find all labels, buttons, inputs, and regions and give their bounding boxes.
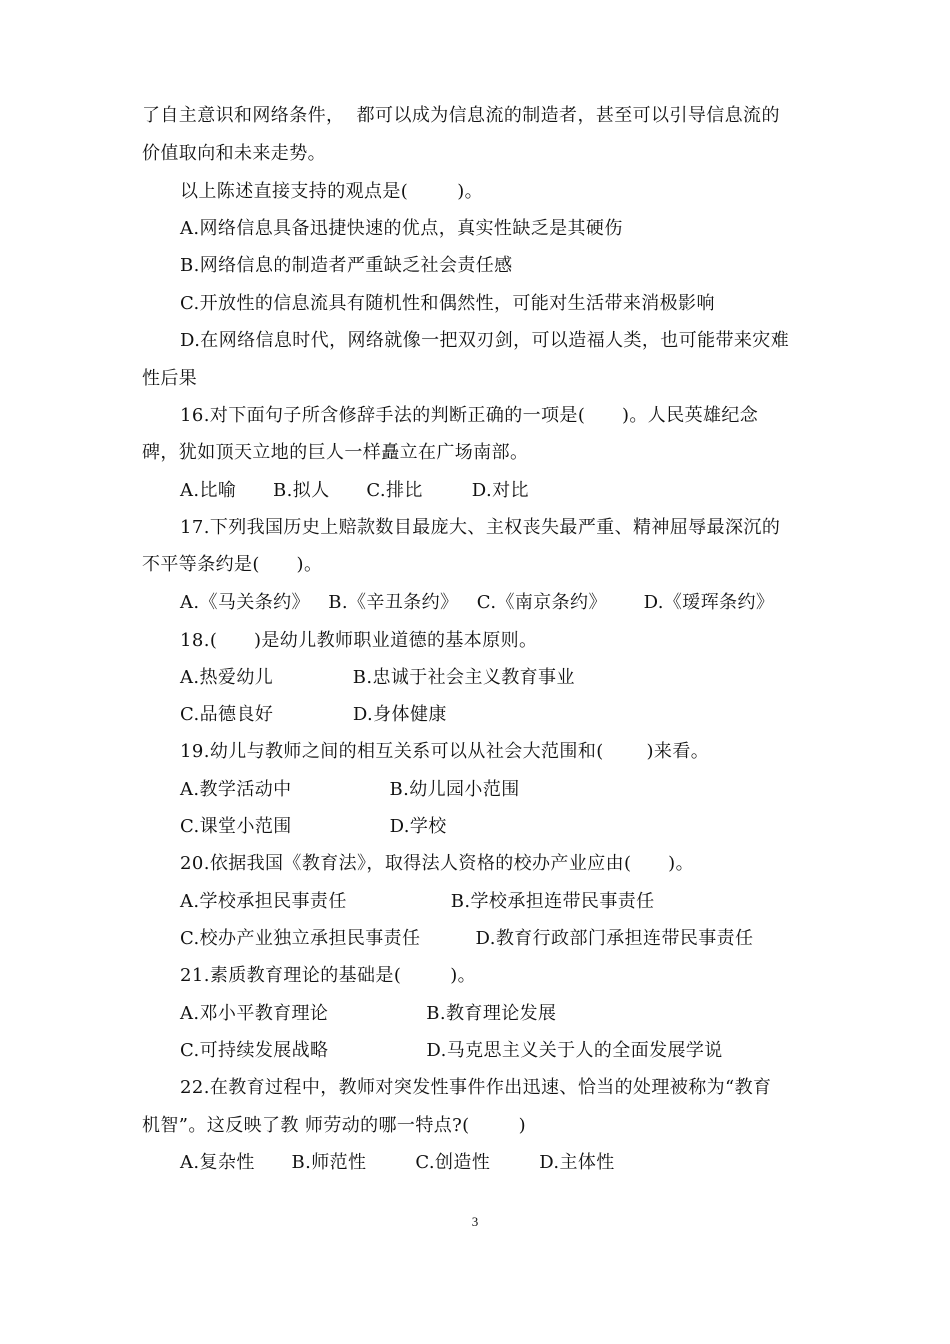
text-line: 不平等条约是( )。	[142, 554, 323, 575]
option-line: C.可持续发展战略 D.马克思主义关于人的全面发展学说	[180, 1040, 723, 1061]
question-line: 20.依据我国《教育法》，取得法人资格的校办产业应由( )。	[180, 853, 694, 874]
question-line: 16.对下面句子所含修辞手法的判断正确的一项是( )。人民英雄纪念	[180, 405, 759, 426]
option-line: D.在网络信息时代，网络就像一把双刃剑，可以造福人类，也可能带来灾难	[180, 330, 790, 351]
text-line: 以上陈述直接支持的观点是( )。	[180, 181, 484, 202]
option-line: A.教学活动中 B.幼儿园小范围	[180, 779, 520, 800]
text-line: 性后果	[142, 368, 198, 389]
option-line: B.网络信息的制造者严重缺乏社会责任感	[180, 255, 513, 276]
text-line: 碑，犹如顶天立地的巨人一样矗立在广场南部。	[142, 442, 529, 463]
option-line: A.网络信息具备迅捷快速的优点，真实性缺乏是其硬伤	[180, 218, 623, 239]
option-line: A.比喻 B.拟人 C.排比 D.对比	[180, 480, 529, 501]
question-line: 17.下列我国历史上赔款数目最庞大、主权丧失最严重、精神屈辱最深沉的	[180, 517, 781, 538]
option-line: A.学校承担民事责任 B.学校承担连带民事责任	[180, 891, 655, 912]
text-line: 了自主意识和网络条件， 都可以成为信息流的制造者，甚至可以引导信息流的	[142, 105, 780, 126]
option-line: A.《马关条约》 B.《辛丑条约》 C.《南京条约》 D.《瑷珲条约》	[180, 592, 775, 613]
option-line: A.热爱幼儿 B.忠诚于社会主义教育事业	[180, 667, 575, 688]
option-line: C.校办产业独立承担民事责任 D.教育行政部门承担连带民事责任	[180, 928, 754, 949]
option-line: C.开放性的信息流具有随机性和偶然性，可能对生活带来消极影响	[180, 293, 715, 314]
option-line: A.邓小平教育理论 B.教育理论发展	[180, 1003, 557, 1024]
page-number: 3	[471, 1214, 479, 1229]
option-line: C.品德良好 D.身体健康	[180, 704, 447, 725]
option-line: C.课堂小范围 D.学校	[180, 816, 447, 837]
question-line: 18.( )是幼儿教师职业道德的基本原则。	[180, 630, 538, 651]
question-line: 22.在教育过程中，教师对突发性事件作出迅速、恰当的处理被称为“教育	[180, 1077, 772, 1098]
question-line: 19.幼儿与教师之间的相互关系可以从社会大范围和( )来看。	[180, 741, 710, 762]
text-line: 机智”。这反映了教 师劳动的哪一特点?( )	[142, 1115, 526, 1136]
question-line: 21.素质教育理论的基础是( )。	[180, 965, 477, 986]
text-line: 价值取向和未来走势。	[142, 143, 326, 164]
option-line: A.复杂性 B.师范性 C.创造性 D.主体性	[180, 1152, 615, 1173]
